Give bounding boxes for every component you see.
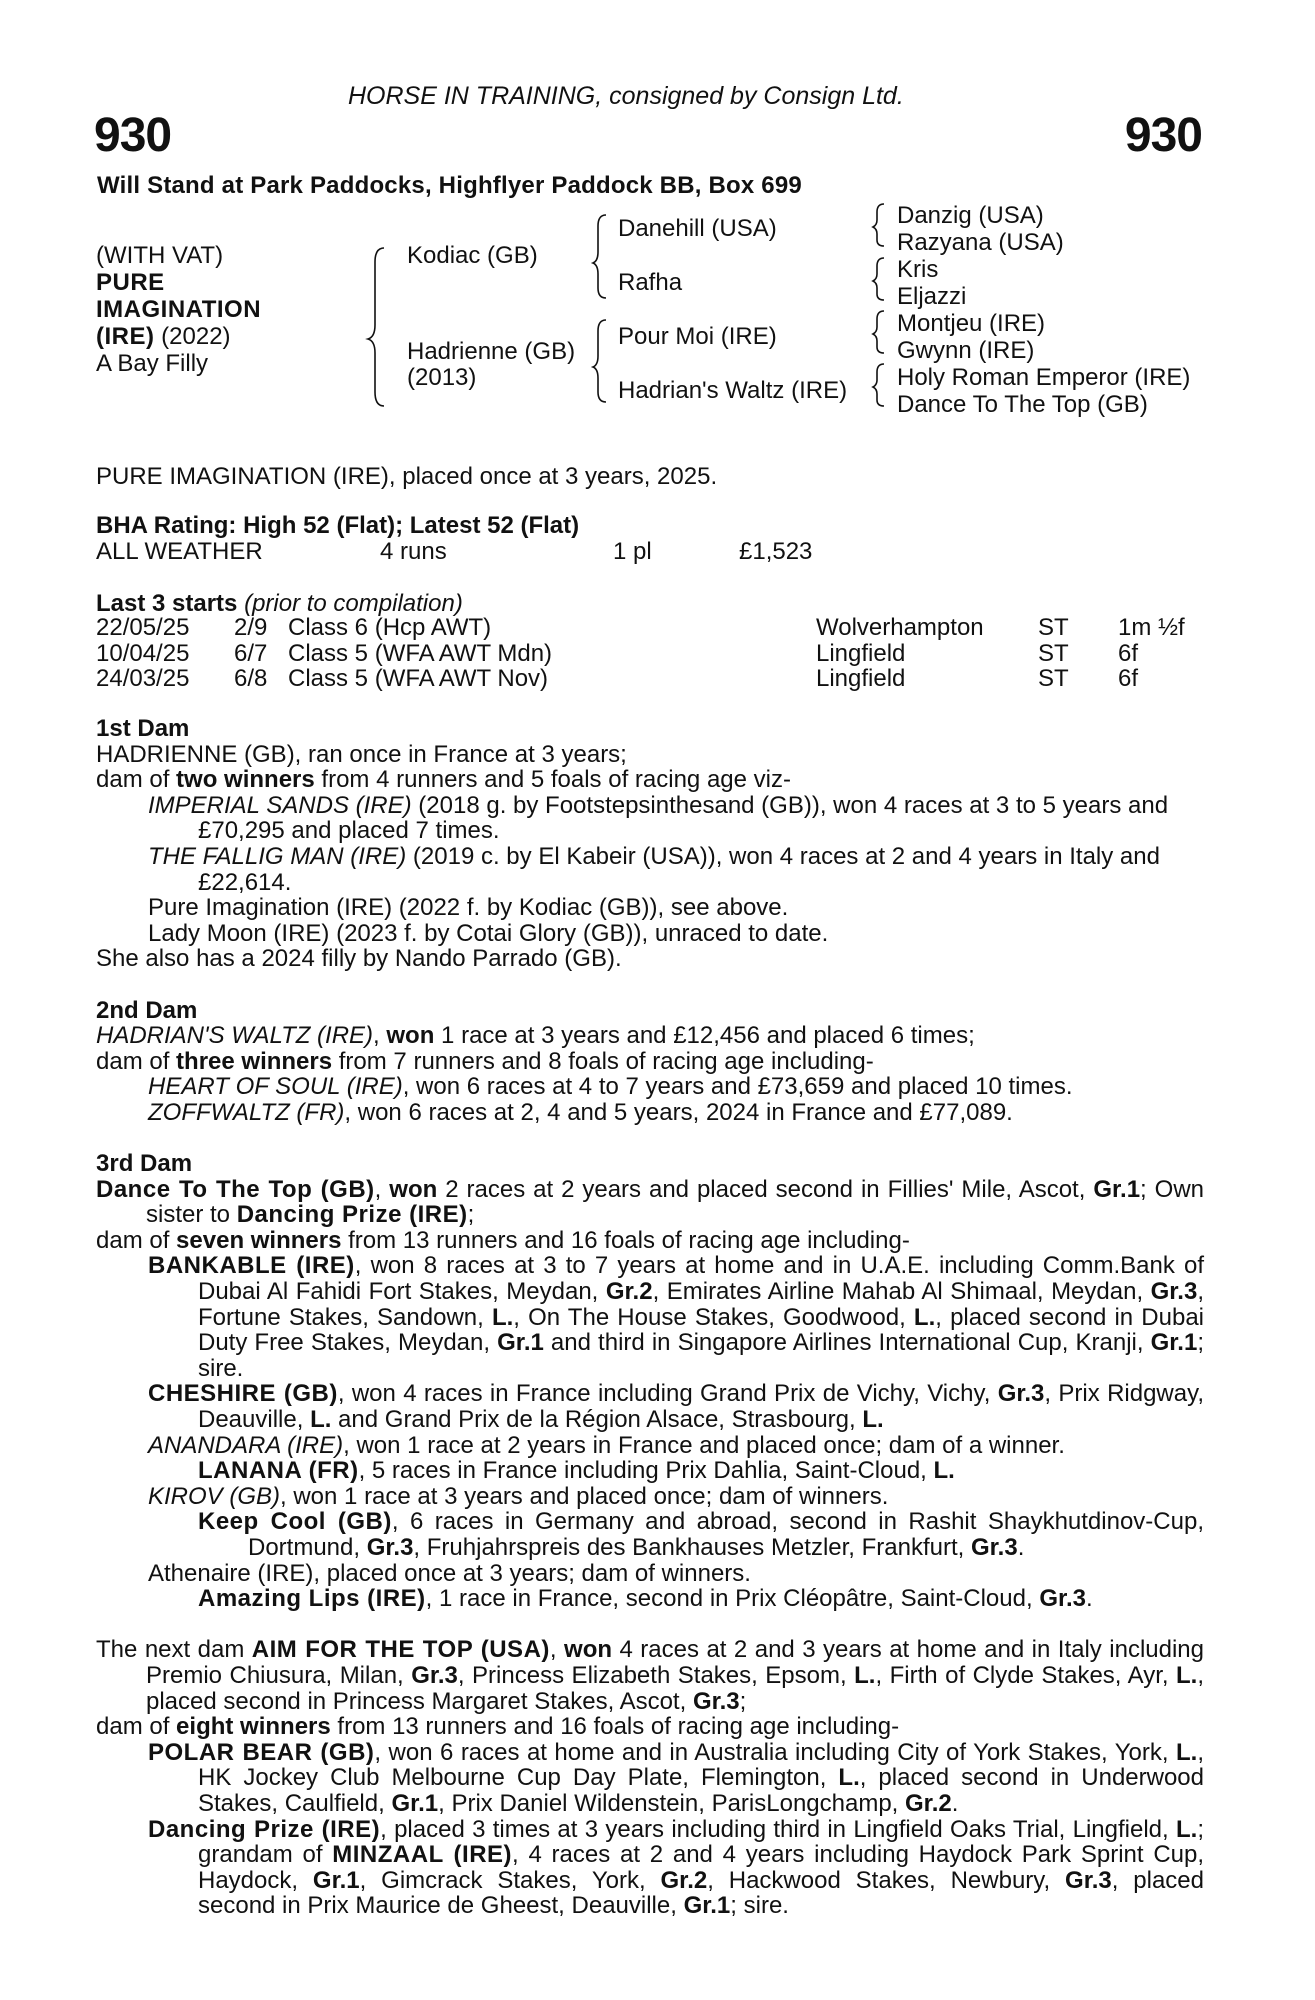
bracket-main bbox=[368, 248, 384, 406]
offspring-name: BANKABLE (IRE) bbox=[148, 1252, 355, 1280]
dam-dam: Hadrian's Waltz (IRE) bbox=[618, 377, 848, 404]
next-dam-line: The next dam AIM FOR THE TOP (USA), won 4 races at 2 and 3 years at home and in Italy including Premio Chiusura, Milan, Gr.3, Princess Elizabeth Stakes, Epsom, L., Firth of Clyde Stakes, Ayr, L., placed second in Princess Margaret Stakes, Ascot, Gr.3; bbox=[96, 1636, 1205, 1715]
third-dam-line: Dance To The Top (GB), won 2 races at 2 years and placed second in Fillies' Mile, Ascot, Gr.1; Own sister to Dancing Prize (IRE); bbox=[96, 1175, 1204, 1229]
grandparent-8: Dance To The Top (GB) bbox=[897, 391, 1148, 418]
sire-sire: Danehill (USA) bbox=[618, 215, 777, 242]
rating-surface: ALL WEATHER bbox=[96, 538, 263, 565]
start-race: Class 5 (WFA AWT Mdn) bbox=[288, 639, 553, 667]
start-distance: 6f bbox=[1118, 665, 1139, 693]
grandparent-2: Razyana (USA) bbox=[897, 229, 1064, 256]
horse-name-line1: PURE bbox=[96, 269, 165, 296]
first-dam-line: HADRIENNE (GB), ran once in France at 3 years; bbox=[96, 740, 627, 768]
page-title: HORSE IN TRAINING, consigned by Consign Ltd. bbox=[348, 82, 904, 110]
offspring-entry: ZOFFWALTZ (FR), won 6 races at 2, 4 and 5 years, 2024 in France and £77,089. bbox=[148, 1098, 1013, 1126]
stand-location: Will Stand at Park Paddocks, Highflyer Paddock BB, Box 699 bbox=[97, 172, 802, 199]
offspring-name: ANANDARA (IRE) bbox=[148, 1431, 344, 1459]
offspring-entry: Dancing Prize (IRE), placed 3 times at 3 years including third in Lingfield Oaks Trial, Lingfield, L.; grandam of MINZAAL (IRE), 4 races at 2 and 4 years including Haydock Park Sprint Cup, Haydock, Gr.1, Gimcrack Stakes, York, Gr.2, Hackwood Stakes, Newbury, Gr.3, placed second in Prix Maurice de Gheest, Deauville, Gr.1; sire. bbox=[148, 1815, 1205, 1920]
rating-earnings: £1,523 bbox=[739, 538, 813, 565]
grand-offspring-entry: LANANA (FR), 5 races in France including Prix Dahlia, Saint-Cloud, L. bbox=[198, 1457, 955, 1485]
offspring-name: CHESHIRE (GB) bbox=[148, 1380, 338, 1408]
offspring-entry: ANANDARA (IRE), won 1 race at 2 years in France and placed once; dam of a winner. bbox=[148, 1431, 1065, 1459]
horse-year: (2022) bbox=[161, 323, 231, 350]
grandparent-6: Gwynn (IRE) bbox=[897, 337, 1035, 364]
start-date: 10/04/25 bbox=[96, 639, 190, 667]
winners-count: two winners bbox=[176, 766, 315, 794]
bracket-g4 bbox=[873, 364, 884, 406]
grand-offspring-entry: Amazing Lips (IRE), 1 race in France, second in Prix Cléopâtre, Saint-Cloud, Gr.3. bbox=[198, 1585, 1093, 1613]
start-course: Lingfield bbox=[816, 639, 906, 667]
start-row bbox=[96, 615, 1185, 641]
offspring-name: IMPERIAL SANDS (IRE) bbox=[148, 791, 412, 819]
start-date: 24/03/25 bbox=[96, 665, 190, 693]
start-going: ST bbox=[1038, 665, 1069, 693]
second-dam-heading: 2nd Dam bbox=[96, 996, 198, 1024]
offspring-name: KIROV (GB) bbox=[148, 1482, 281, 1510]
last-starts-table bbox=[96, 615, 1185, 692]
start-row bbox=[96, 641, 1185, 667]
horse-name-line2: IMAGINATION bbox=[96, 296, 262, 323]
grandparent-1: Danzig (USA) bbox=[897, 202, 1044, 229]
start-distance: 6f bbox=[1118, 639, 1139, 667]
start-course: Lingfield bbox=[816, 665, 906, 693]
third-dam-heading: 3rd Dam bbox=[96, 1150, 193, 1178]
offspring-name: HEART OF SOUL (IRE) bbox=[148, 1073, 403, 1101]
first-dam-produce-line: dam of two winners from 4 runners and 5 foals of racing age viz- bbox=[96, 766, 791, 794]
offspring-name: ZOFFWALTZ (FR) bbox=[148, 1098, 345, 1126]
start-going: ST bbox=[1038, 639, 1069, 667]
dam-sire: Pour Moi (IRE) bbox=[618, 323, 777, 350]
start-position: 6/8 bbox=[234, 665, 268, 693]
grandparent-5: Montjeu (IRE) bbox=[897, 310, 1046, 337]
offspring-name: Dancing Prize (IRE) bbox=[148, 1815, 381, 1843]
bracket-g3 bbox=[873, 311, 884, 353]
dam-year: (2013) bbox=[407, 364, 477, 391]
third-dam-produce-line: dam of seven winners from 13 runners and 16 foals of racing age including- bbox=[96, 1226, 910, 1254]
second-dam-line: HADRIAN'S WALTZ (IRE), won 1 race at 3 years and £12,456 and placed 6 times; bbox=[96, 1022, 975, 1050]
grandparent-3: Kris bbox=[897, 256, 939, 283]
offspring-entry: IMPERIAL SANDS (IRE) (2018 g. by Footstepsinthesand (GB)), won 4 races at 3 to 5 years and £70,295 and placed 7 times. bbox=[148, 791, 1169, 845]
horse-description: A Bay Filly bbox=[96, 350, 209, 377]
start-date: 22/05/25 bbox=[96, 614, 190, 641]
offspring-entry: Lady Moon (IRE) (2023 f. by Cotai Glory (GB)), unraced to date. bbox=[148, 919, 829, 947]
start-position: 2/9 bbox=[234, 614, 268, 641]
start-row bbox=[96, 666, 1185, 692]
offspring-entry: KIROV (GB), won 1 race at 3 years and placed once; dam of winners. bbox=[148, 1482, 889, 1510]
next-dam-produce-line: dam of eight winners from 13 runners and 16 foals of racing age including- bbox=[96, 1713, 900, 1741]
bracket-g2 bbox=[873, 258, 884, 300]
family-notes bbox=[96, 716, 1204, 1919]
lot-number-right: 930 bbox=[1124, 109, 1202, 162]
dam: Hadrienne (GB) bbox=[407, 338, 576, 365]
offspring-name: POLAR BEAR (GB) bbox=[148, 1738, 375, 1766]
offspring-entry: HEART OF SOUL (IRE), won 6 races at 4 to 7 years and £73,659 and placed 10 times. bbox=[148, 1073, 1073, 1101]
grandparent-7: Holy Roman Emperor (IRE) bbox=[897, 364, 1191, 391]
start-race: Class 6 (Hcp AWT) bbox=[288, 614, 492, 641]
grandparent-4: Eljazzi bbox=[897, 283, 967, 310]
last-starts-title: Last 3 starts bbox=[96, 590, 238, 617]
grand-offspring-entry: Keep Cool (GB), 6 races in Germany and abroad, second in Rashit Shaykhutdinov-Cup, Dortmund, Gr.3, Fruhjahrspreis des Bankhauses Metzler, Frankfurt, Gr.3. bbox=[198, 1508, 1204, 1561]
rating-placings: 1 pl bbox=[613, 538, 652, 565]
second-dam-produce-line: dam of three winners from 7 runners and 8 foals of racing age including- bbox=[96, 1047, 874, 1075]
rating-runs: 4 runs bbox=[380, 538, 447, 565]
offspring-entry: THE FALLIG MAN (IRE) (2019 c. by El Kabeir (USA)), won 4 races at 2 and 4 years in Italy and £22,614. bbox=[148, 842, 1160, 896]
pedigree-brackets bbox=[0, 0, 1315, 420]
bracket-dam bbox=[593, 320, 606, 402]
start-going: ST bbox=[1038, 614, 1069, 641]
first-dam-note: She also has a 2024 filly by Nando Parrado (GB). bbox=[96, 945, 622, 973]
bracket-sire bbox=[593, 215, 606, 298]
vat-note: (WITH VAT) bbox=[96, 242, 224, 269]
last-starts-note: (prior to compilation) bbox=[244, 590, 463, 617]
start-race: Class 5 (WFA AWT Nov) bbox=[288, 665, 549, 693]
bracket-g1 bbox=[873, 204, 884, 246]
start-position: 6/7 bbox=[234, 639, 268, 667]
offspring-entry: Pure Imagination (IRE) (2022 f. by Kodiac (GB)), see above. bbox=[148, 894, 789, 922]
bha-rating: BHA Rating: High 52 (Flat); Latest 52 (Flat) bbox=[96, 512, 580, 539]
sire: Kodiac (GB) bbox=[407, 242, 538, 269]
offspring-entry: BANKABLE (IRE), won 8 races at 3 to 7 years at home and in U.A.E. including Comm.Bank of Dubai Al Fahidi Fort Stakes, Meydan, Gr.2, Emirates Airline Mahab Al Shimaal, Meydan, Gr.3, Fortune Stakes, Sandown, L., On The House Stakes, Goodwood, L., placed second in Dubai Duty Free Stakes, Meydan, Gr.1 and third in Singapore Airlines International Cup, Kranji, Gr.1; sire. bbox=[148, 1252, 1205, 1382]
lot-number-left: 930 bbox=[94, 109, 172, 162]
offspring-entry: CHESHIRE (GB), won 4 races in France including Grand Prix de Vichy, Vichy, Gr.3, Prix Ridgway, Deauville, L. and Grand Prix de la Région Alsace, Strasbourg, L. bbox=[148, 1380, 1204, 1434]
sire-dam: Rafha bbox=[618, 269, 683, 296]
offspring-entry: Athenaire (IRE), placed once at 3 years; dam of winners. bbox=[148, 1559, 751, 1587]
first-dam-heading: 1st Dam bbox=[96, 715, 190, 742]
start-course: Wolverhampton bbox=[816, 614, 984, 641]
race-summary: PURE IMAGINATION (IRE), placed once at 3 years, 2025. bbox=[96, 463, 718, 490]
horse-country: (IRE) bbox=[96, 323, 155, 350]
offspring-entry: POLAR BEAR (GB), won 6 races at home and in Australia including City of York Stakes, York, L., HK Jockey Club Melbourne Cup Day Plate, Flemington, L., placed second in Underwood Stakes, Caulfield, Gr.1, Prix Daniel Wildenstein, ParisLongchamp, Gr.2. bbox=[148, 1738, 1205, 1817]
offspring-name: THE FALLIG MAN (IRE) bbox=[148, 842, 407, 870]
start-distance: 1m ½f bbox=[1118, 614, 1185, 641]
